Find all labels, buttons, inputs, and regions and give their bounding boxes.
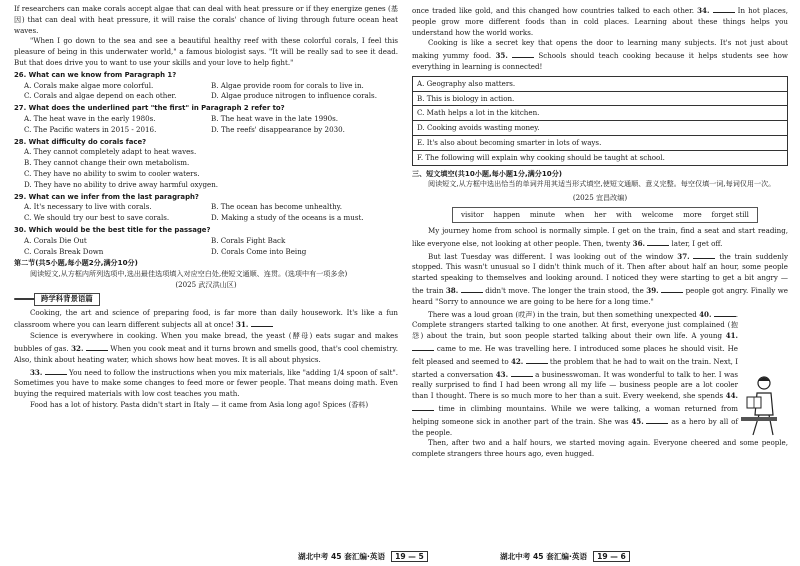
source-label: (2025 宜昌改编) bbox=[572, 193, 628, 203]
option: B. Corals Fight Back bbox=[211, 235, 286, 245]
footer-left: 湖北中考 45 套汇编·英语 19 — 5 bbox=[298, 551, 428, 562]
box-option: D. Cooking avoids wasting money. bbox=[413, 121, 787, 136]
option: D. They have no ability to drive away harmful oxygen. bbox=[24, 179, 219, 189]
options-28 bbox=[24, 147, 398, 190]
box-option: F. The following will explain why cooking should be taught at school. bbox=[417, 152, 665, 162]
option: C. Corals and algae depend on each other. bbox=[24, 91, 177, 101]
option: B. The heat wave in the late 1990s. bbox=[211, 113, 339, 123]
paragraph: once traded like gold, and this changed how countries talked to each other. 34. In hot places, people grow more different foods than in cold places. Learning about these things helps you understand how the world works. bbox=[412, 6, 788, 37]
paragraph: There was a loud groan (哎声) in the train, but then something unexpected 40. . Complete strangers started talking to one another. At first, everyone just complained (抱怨) about the train, but soon people started talking about their own life. A young 41. came to me. He was travelling here. I introduced some places he should visit. He felt pleased and seemed to 42. the problem that he had to wait on the train. Next, I started a conversation 43. a businesswoman. It was wonderful to talk to her. I was really surprised to find I had been wrong all my life — business people are a lot cooler than I thought. There is so much more to her than a suit. Every weekend, she spends 44. time in climbing mountains. While we were talking, a woman returned from helping someone sick in another part of the train. She was 45. as a hero by all of the people. bbox=[412, 309, 739, 437]
box-option: C. Math helps a lot in the kitchen. bbox=[413, 106, 787, 121]
footer-right: 湖北中考 45 套汇编·英语 19 — 6 bbox=[500, 551, 630, 562]
paragraph: Then, after two and a half hours, we started moving again. Everyone cheered and some people, complete strangers three hours ago, even hugged. bbox=[412, 438, 788, 459]
passage-banner bbox=[14, 293, 398, 306]
paragraph: My journey home from school is normally simple. I get on the train, find a seat and start reading, like everyone else, not looking at other people. Then, twenty 36. later, I get off. bbox=[412, 225, 788, 248]
box-option: A. Geography also matters. bbox=[413, 77, 787, 92]
option: D. Algae produce nitrogen to influence corals. bbox=[211, 91, 377, 101]
option: B. Algae provide room for corals to live in. bbox=[211, 80, 364, 90]
paragraph: But last Tuesday was different. I was looking out of the window 37. the train suddenly stopped. This wasn't unusual so I didn't think much of it. Then after about half an hour, some people started speaking to themselves and looking around. I noticed they were starting to get a bit angry — the train 38. didn't move. The longer the train stood, the 39. people got angry. Finally we heard "Sorry to announce we are going to be here for a long time." bbox=[412, 251, 789, 306]
option: A. It's necessary to live with corals. bbox=[24, 202, 152, 212]
question-26: 26. What can we know from Paragraph 1? bbox=[14, 70, 177, 79]
options-27 bbox=[24, 114, 398, 136]
option: D. Corals Come into Being bbox=[211, 246, 307, 256]
option: D. Making a study of the oceans is a must. bbox=[211, 213, 364, 223]
banner-title: 跨学科背景语篇 bbox=[34, 293, 100, 306]
options-box bbox=[412, 76, 788, 166]
section-heading: 三、短文填空(共10小题,每小题1分,满分10分) bbox=[412, 168, 563, 178]
option: C. The Pacific waters in 2015 - 2016. bbox=[24, 124, 157, 134]
option: B. They cannot change their own metabolism. bbox=[24, 158, 190, 168]
paragraph: Cooking, the art and science of preparing food, is far more than daily housework. It's like a fun classroom where you can learn different subjects all at once! 31. bbox=[14, 307, 398, 330]
options-30 bbox=[24, 236, 398, 258]
paragraph: Food has a lot of history. Pasta didn't start in Italy — it came from Asia long ago! Spices (香料) bbox=[30, 399, 369, 409]
option: C. We should try our best to save corals. bbox=[24, 213, 170, 223]
banner-tag bbox=[14, 298, 34, 300]
man-reading-illustration bbox=[737, 373, 783, 437]
option: B. The ocean has become unhealthy. bbox=[211, 202, 342, 212]
paragraph: 33. You need to follow the instructions when you mix materials, like "adding 1/4 spoon of salt". Sometimes you have to make some changes to feed more or fewer people. That means doing math. Even buying the required materials with low cost teaches you math. bbox=[14, 367, 398, 399]
paragraph: Science is everywhere in cooking. When you make bread, the yeast (酵母) eats sugar and makes bubbles of gas. 32. When you cook meat and it turns brown and smells good, that's cool chemistry. Also, think about heating water, which shows how heat moves. It is all about physics. bbox=[14, 331, 398, 364]
question-27: 27. What does the underlined part "the first" in Paragraph 2 refer to? bbox=[14, 104, 285, 113]
instructions: 阅读短文,从方框内所列选项中,选出最佳选项填入对应空白处,使短文通顺、连贯。(选项中有一项多余) bbox=[30, 269, 348, 279]
box-option: E. It's also about becoming smarter in lots of ways. bbox=[413, 136, 787, 151]
option: A. They cannot completely adapt to heat waves. bbox=[24, 147, 197, 157]
word-box: visitor happen minute when her with welcome more forget still bbox=[452, 207, 758, 223]
question-29: 29. What can we infer from the last paragraph? bbox=[14, 192, 199, 201]
box-option: B. This is biology in action. bbox=[413, 92, 787, 107]
option: A. Corals make algae more colorful. bbox=[24, 80, 154, 90]
question-30: 30. Which would be the best title for the passage? bbox=[14, 225, 211, 234]
option: C. Corals Break Down bbox=[24, 246, 104, 256]
source-label: (2025 武汉洪山区) bbox=[175, 279, 237, 289]
paragraph: Cooking is like a secret key that opens the door to learning many subjects. It's not just about making yummy food. 35. Schools should teach cooking because it helps students see how everything in learning is connected! bbox=[412, 38, 788, 71]
paragraph: If researchers can make corals accept algae that can deal with heat pressure or if they energize genes (基因) that can deal with heat pressure, it will raise the corals' chance of living through future ocean heat waves. bbox=[14, 4, 398, 35]
options-29 bbox=[24, 202, 398, 224]
option: A. The heat wave in the early 1980s. bbox=[24, 113, 156, 123]
instructions: 阅读短文,从方框中选出恰当的单词并用其适当形式填空,使短文通顺、意义完整。每空仅填一词,每词仅用一次。 bbox=[428, 179, 776, 189]
paragraph: "When I go down to the sea and see a beautiful healthy reef with these colorful corals, I feel this pleasure of being in this underwater world," a famous biologist says. "It will be really sad to see it dead. But that does drive you to want to use your skills and your love to help fight." bbox=[14, 36, 398, 67]
option: A. Corals Die Out bbox=[24, 235, 87, 245]
section-heading: 第二节(共5小题,每小题2分,满分10分) bbox=[14, 258, 138, 268]
options-26 bbox=[24, 81, 398, 103]
question-28: 28. What difficulty do corals face? bbox=[14, 137, 147, 146]
right-column bbox=[412, 4, 788, 460]
left-column bbox=[14, 4, 398, 411]
option: D. The reefs' disappearance by 2030. bbox=[211, 124, 345, 134]
option: C. They have no ability to swim to cooler waters. bbox=[24, 168, 200, 178]
